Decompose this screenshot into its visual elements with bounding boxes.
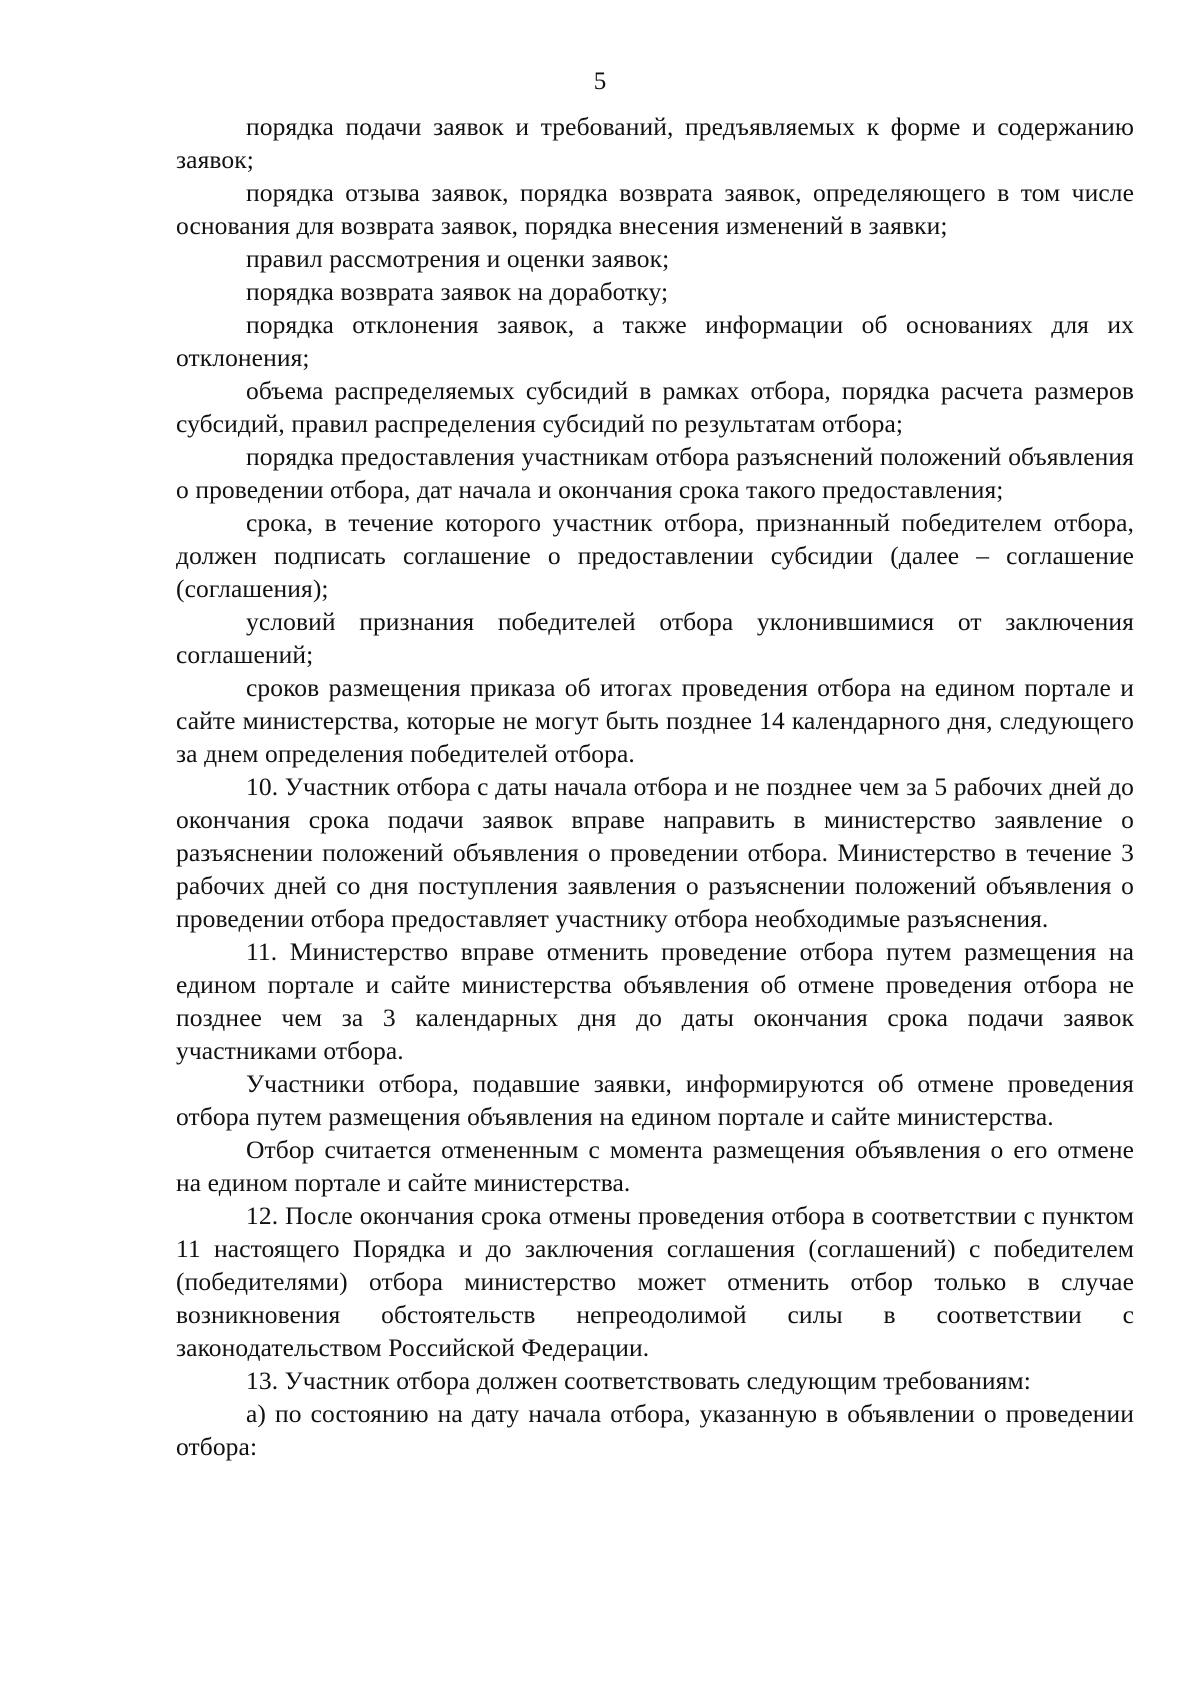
paragraph: порядка подачи заявок и требований, предъявляемых к форме и содержанию заявок;: [176, 112, 1134, 174]
paragraph-item-10: 10. Участник отбора с даты начала отбора и не позднее чем за 5 рабочих дней до окончания срока подачи заявок вправе направить в министерство заявление о разъяснении положений объявления о проведении отбора. Министерство в течение 3 рабочих дней со дня поступления заявления о разъяснении положений объявления о проведении отбора предоставляет участнику отбора необходимые разъяснения.: [176, 772, 1134, 933]
paragraph-subitem-a: а) по состоянию на дату начала отбора, указанную в объявлении о проведении отбора:: [176, 1399, 1134, 1461]
paragraph: Участники отбора, подавшие заявки, информируются об отмене проведения отбора путем размещения объявления на едином портале и сайте министерства.: [176, 1069, 1134, 1131]
paragraph-item-13: 13. Участник отбора должен соответствовать следующим требованиям:: [246, 1366, 1031, 1395]
paragraph: срока, в течение которого участник отбора, признанный победителем отбора, должен подписать соглашение о предоставлении субсидии (далее – соглашение (соглашения);: [176, 508, 1134, 603]
paragraph: сроков размещения приказа об итогах проведения отбора на едином портале и сайте министерства, которые не могут быть позднее 14 календарного дня, следующего за днем определения победителей отбора.: [176, 673, 1134, 768]
paragraph: порядка отклонения заявок, а также информации об основаниях для их отклонения;: [176, 310, 1134, 372]
paragraph: порядка возврата заявок на доработку;: [246, 277, 669, 306]
paragraph: условий признания победителей отбора уклонившимися от заключения соглашений;: [176, 607, 1134, 669]
paragraph-item-12: 12. После окончания срока отмены проведения отбора в соответствии с пунктом 11 настоящего Порядка и до заключения соглашения (соглашений) с победителем (победителями) отбора министерство может отменить отбор только в случае возникновения обстоятельств непреодолимой силы в соответствии с законодательством Российской Федерации.: [176, 1201, 1134, 1362]
paragraph-item-11: 11. Министерство вправе отменить проведение отбора путем размещения на едином портале и сайте министерства объявления об отмене проведения отбора не позднее чем за 3 календарных дня до даты окончания срока подачи заявок участниками отбора.: [176, 937, 1134, 1065]
page-number: 5: [593, 68, 607, 95]
paragraph: Отбор считается отмененным с момента размещения объявления о его отмене на едином портале и сайте министерства.: [176, 1135, 1134, 1197]
document-body: [176, 110, 1134, 1463]
paragraph: порядка отзыва заявок, порядка возврата заявок, определяющего в том числе основания для возврата заявок, порядка внесения изменений в заявки;: [176, 178, 1134, 240]
paragraph: правил рассмотрения и оценки заявок;: [246, 244, 670, 273]
paragraph: порядка предоставления участникам отбора разъяснений положений объявления о проведении отбора, дат начала и окончания срока такого предоставления;: [176, 442, 1134, 504]
paragraph: объема распределяемых субсидий в рамках отбора, порядка расчета размеров субсидий, правил распределения субсидий по результатам отбора;: [176, 376, 1134, 438]
